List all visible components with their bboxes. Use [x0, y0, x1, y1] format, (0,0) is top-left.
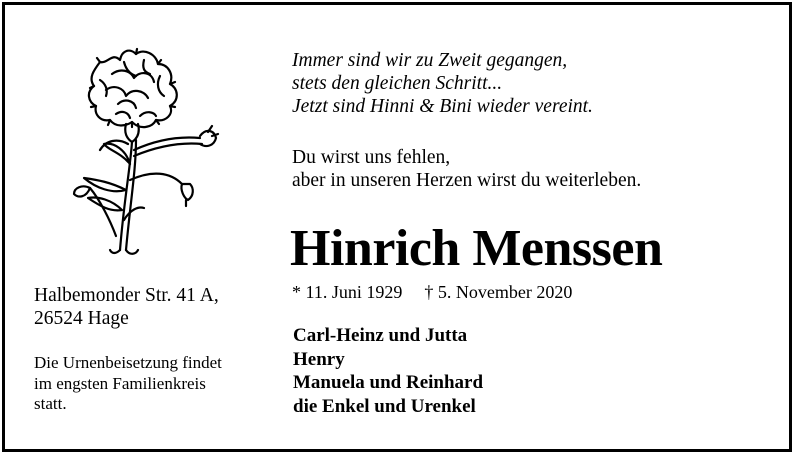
burial-notice [34, 353, 222, 415]
poem-line: Immer sind wir zu Zweit gegangen, [292, 50, 568, 71]
farewell-text [292, 146, 641, 192]
farewell-line: aber in unseren Herzen wirst du weiterleben. [292, 170, 642, 191]
poem-line: stets den gleichen Schritt... [292, 73, 503, 94]
mourner-entry: Henry [293, 348, 345, 370]
carnation-flower-icon [60, 40, 230, 260]
mourner-entry: Manuela und Reinhard [293, 372, 484, 393]
notice-line: statt. [34, 394, 67, 413]
family-address [34, 284, 219, 330]
poem-line: Jetzt sind Hinni & Bini wieder vereint. [292, 96, 593, 117]
death-date: † 5. November 2020 [424, 282, 573, 302]
notice-line: Die Urnenbeisetzung findet [34, 353, 222, 372]
address-city: 26524 Hage [34, 308, 129, 329]
mourner-entry: die Enkel und Urenkel [293, 395, 476, 417]
deceased-name: Hinrich Menssen [290, 220, 663, 277]
notice-line: im engsten Familienkreis [34, 373, 206, 393]
mourners-list [293, 324, 483, 418]
farewell-line: Du wirst uns fehlen, [292, 147, 451, 168]
address-street: Halbemonder Str. 41 A, [34, 285, 219, 306]
life-dates [292, 281, 572, 303]
birth-date: * 11. Juni 1929 [292, 282, 403, 302]
mourner-entry: Carl-Heinz und Jutta [293, 325, 468, 346]
poem-verse [292, 49, 593, 118]
